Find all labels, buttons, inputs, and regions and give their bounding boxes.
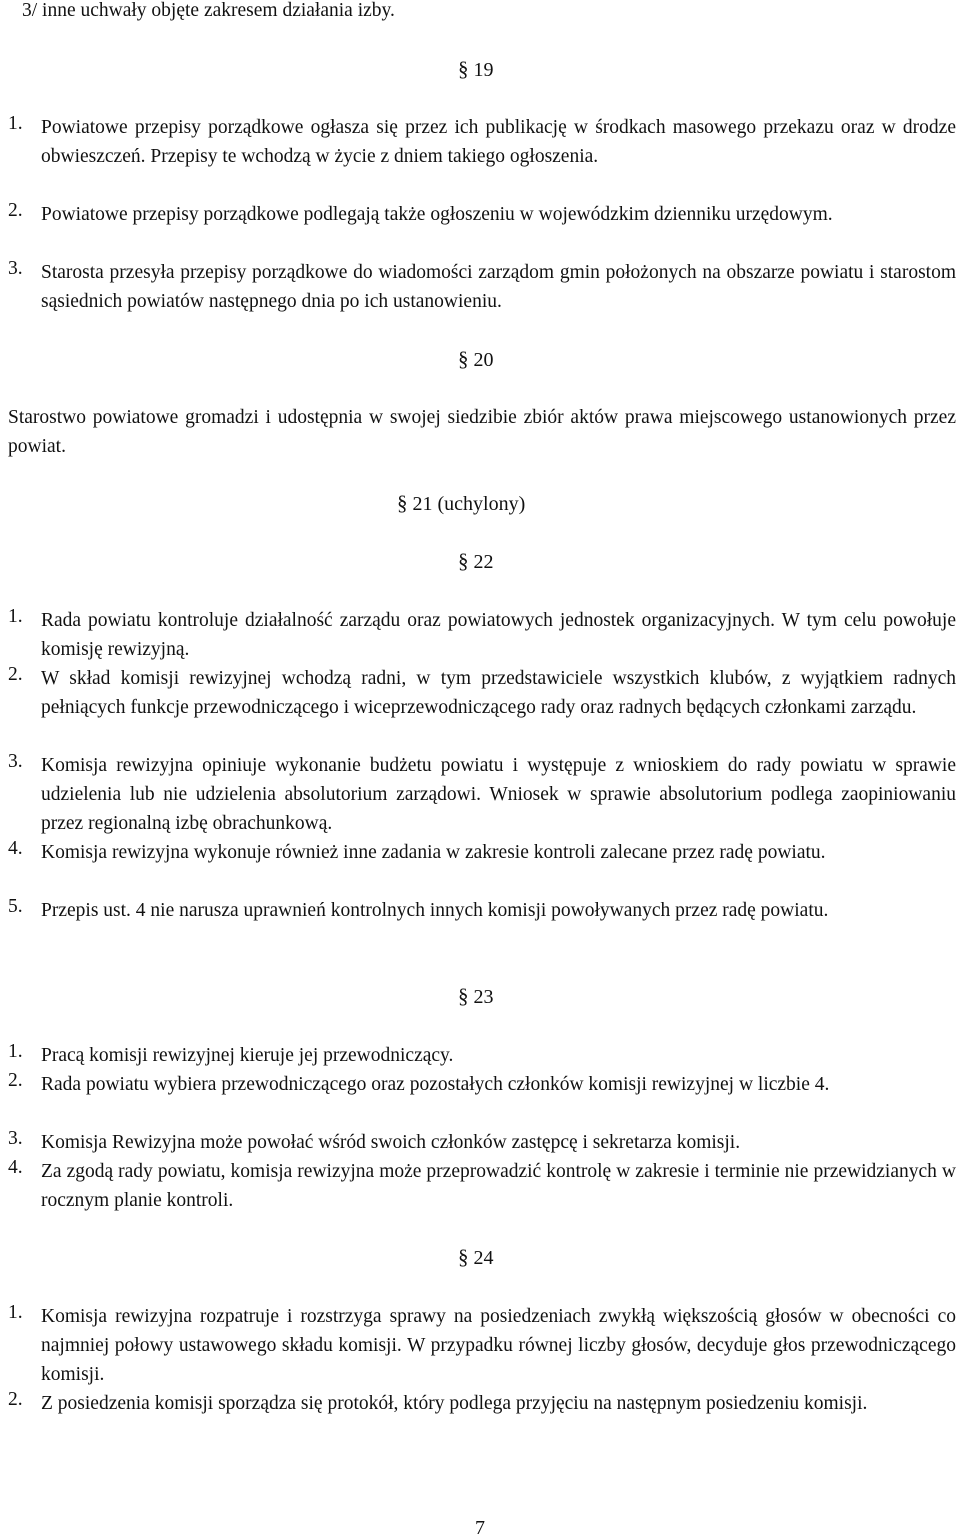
section-symbol: § [458, 1245, 469, 1269]
item-text: Pracą komisji rewizyjnej kieruje jej przewodniczący. [41, 1045, 454, 1066]
item-text: Rada powiatu wybiera przewodniczącego oraz pozostałych członków komisji rewizyjnej w liczbie 4. [41, 1074, 830, 1095]
section-19-heading [458, 57, 494, 82]
item-number: 1. [8, 606, 23, 627]
item-number: 2. [8, 664, 23, 685]
section-23-heading [458, 984, 494, 1009]
item-number: 4. [8, 1157, 23, 1178]
item-number: 2. [8, 200, 23, 221]
item-number: 3. [8, 258, 23, 279]
section-24-heading [458, 1245, 494, 1270]
section-number: 22 [473, 551, 494, 573]
section-21-heading [397, 491, 525, 516]
section-22-heading [458, 549, 494, 574]
section-20-paragraph: Starostwo powiatowe gromadzi i udostępnia w swojej siedzibie zbiór aktów prawa miejscowego ustanowionych przez powiat. [8, 407, 956, 457]
section-number: 23 [473, 986, 494, 1008]
item-text: Komisja Rewizyjna może powołać wśród swoich członków zastępcę i sekretarza komisji. [41, 1132, 741, 1153]
item-number: 3. [8, 1128, 23, 1149]
item-number: 1. [8, 1041, 23, 1062]
item-text: W skład komisji rewizyjnej wchodzą radni, w tym przedstawiciele wszystkich klubów, z wyjątkiem radnych pełniących funkcje przewodniczącego i wiceprzewodniczącego rady oraz radnych będących członkami zarządu. [41, 668, 956, 718]
item-text: Rada powiatu kontroluje działalność zarządu oraz powiatowych jednostek organizacyjnych. W tym celu powołuje komisję rewizyjną. [41, 610, 956, 660]
section-number: 24 [473, 1247, 494, 1269]
item-text: Komisja rewizyjna wykonuje również inne zadania w zakresie kontroli zalecane przez radę powiatu. [41, 842, 826, 863]
item-number: 1. [8, 1302, 23, 1323]
item-text: Powiatowe przepisy porządkowe ogłasza się przez ich publikację w środkach masowego przekazu oraz w drodze obwieszczeń. Przepisy te wchodzą w życie z dniem takiego ogłoszenia. [41, 117, 956, 167]
item-text: Za zgodą rady powiatu, komisja rewizyjna może przeprowadzić kontrolę w zakresie i terminie nie przewidzianych w rocznym planie kontroli. [41, 1161, 956, 1211]
section-symbol: § [458, 984, 469, 1008]
section-symbol: § [458, 549, 469, 573]
item-text: Powiatowe przepisy porządkowe podlegają także ogłoszeniu w wojewódzkim dzienniku urzędowym. [41, 204, 833, 225]
section-symbol: § [397, 491, 408, 515]
item-text: Starosta przesyła przepisy porządkowe do wiadomości zarządom gmin położonych na obszarze powiatu i starostom sąsiednich powiatów następnego dnia po ich ustanowieniu. [41, 262, 956, 312]
item-number: 3. [8, 751, 23, 772]
item-text: Przepis ust. 4 nie narusza uprawnień kontrolnych innych komisji powoływanych przez radę powiatu. [41, 900, 829, 921]
section-number: 19 [473, 59, 494, 81]
item-text: Komisja rewizyjna opiniuje wykonanie budżetu powiatu i występuje z wnioskiem do rady powiatu w sprawie udzielenia lub nie udzielenia absolutorium zarządowi. Wniosek w sprawie absolutorium podlega zaopiniowaniu przez regionalną izbę obrachunkową. [41, 755, 956, 834]
section-symbol: § [458, 57, 469, 81]
item-number: 2. [8, 1070, 23, 1091]
item-number: 4. [8, 838, 23, 859]
item-text: Z posiedzenia komisji sporządza się protokół, który podlega przyjęciu na następnym posiedzeniu komisji. [41, 1393, 868, 1414]
section-20-heading [458, 347, 494, 372]
intro-line: 3/ inne uchwały objęte zakresem działania izby. [22, 0, 395, 21]
item-number: 2. [8, 1389, 23, 1410]
item-text: Komisja rewizyjna rozpatruje i rozstrzyga sprawy na posiedzeniach zwykłą większością głosów w obecności co najmniej połowy ustawowego składu komisji. W przypadku równej liczby głosów, decyduje głos przewodniczącego komisji. [41, 1306, 956, 1385]
section-number: 21 (uchylony) [412, 493, 526, 515]
section-number: 20 [473, 349, 494, 371]
section-symbol: § [458, 347, 469, 371]
item-number: 5. [8, 896, 23, 917]
page-number: 7 [475, 1517, 485, 1539]
item-number: 1. [8, 113, 23, 134]
